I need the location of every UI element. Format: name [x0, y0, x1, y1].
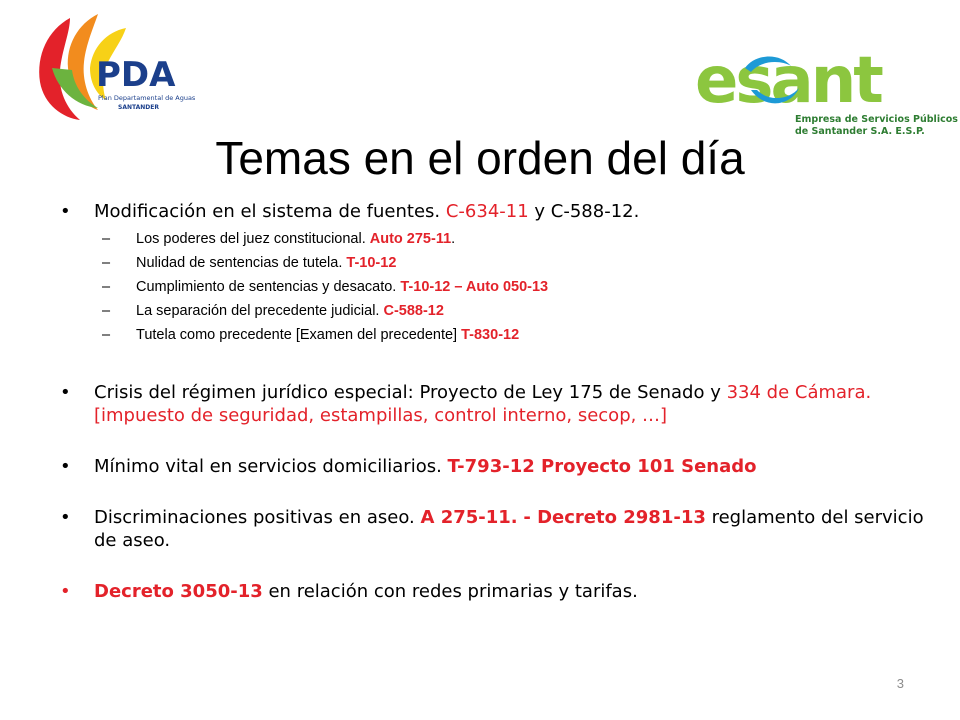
pda-logo-region: SANTANDER [118, 104, 159, 111]
esant-logo-subtitle-1: Empresa de Servicios Públicos [795, 114, 958, 125]
item-text: Mínimo vital en servicios domiciliarios. [94, 456, 442, 477]
sub-item-ref: C-588-12 [383, 303, 444, 319]
pda-logo-subtitle: Plan Departamental de Aguas [98, 94, 196, 102]
agenda-list [56, 200, 926, 603]
item-ref: A 275-11. [420, 507, 518, 528]
esant-logo-subtitle-2: de Santander S.A. E.S.P. [795, 126, 925, 137]
item-text: en relación con redes primarias y tarifas. [262, 581, 638, 602]
item-ref: - Decreto 2981-13 [523, 507, 706, 528]
item-text: y C-588-12. [528, 201, 640, 222]
sub-item-ref: T-10-12 [346, 255, 397, 271]
sub-item-ref: Auto 275-11 [369, 231, 452, 247]
sub-item-text: Los poderes del juez constitucional. [136, 231, 370, 247]
sub-item-separacion [56, 299, 926, 323]
sub-item-text: Nulidad de sentencias de tutela. [136, 255, 347, 271]
sub-item-text: Cumplimiento de sentencias y desacato. [136, 279, 401, 295]
sub-item-nulidad [56, 251, 926, 275]
sub-item-poderes [56, 227, 926, 251]
sub-item-ref: T-10-12 – Auto 050-13 [400, 279, 549, 295]
item-ref: T-793-12 Proyecto 101 Senado [447, 456, 757, 477]
item-ref: C-634-11 [445, 201, 529, 222]
page-number: 3 [896, 676, 904, 691]
item-ref: 334 de Cámara. [impuesto de seguridad, estampillas, control interno, secop, …] [94, 382, 872, 426]
slide-title: Temas en el orden del día [215, 132, 745, 184]
item-ref: Decreto 3050-13 [94, 581, 263, 602]
sub-item-text: . [451, 231, 456, 247]
agenda-item-discriminaciones [56, 506, 926, 552]
agenda-item-decreto [56, 580, 926, 603]
sub-item-tutela [56, 323, 926, 347]
sub-item-cumplimiento [56, 275, 926, 299]
esant-logo [695, 40, 958, 140]
agenda-item-fuentes [56, 200, 926, 223]
item-text: Modificación en el sistema de fuentes. [94, 201, 446, 222]
pda-logo [18, 10, 213, 125]
esant-logo-text: esant [695, 44, 881, 118]
agenda-item-minimo-vital [56, 455, 926, 478]
item-text: reglamento del servicio de aseo. [94, 507, 924, 551]
sub-item-ref: T-830-12 [461, 327, 520, 343]
sub-item-text: Tutela como precedente [Examen del precedente] [136, 327, 462, 343]
item-text: Crisis del régimen jurídico especial: Proyecto de Ley 175 de Senado y [94, 382, 727, 403]
pda-logo-text: PDA [96, 55, 176, 95]
item-text: Discriminaciones positivas en aseo. [94, 507, 421, 528]
agenda-item-crisis [56, 381, 926, 427]
sub-item-text: La separación del precedente judicial. [136, 303, 384, 319]
